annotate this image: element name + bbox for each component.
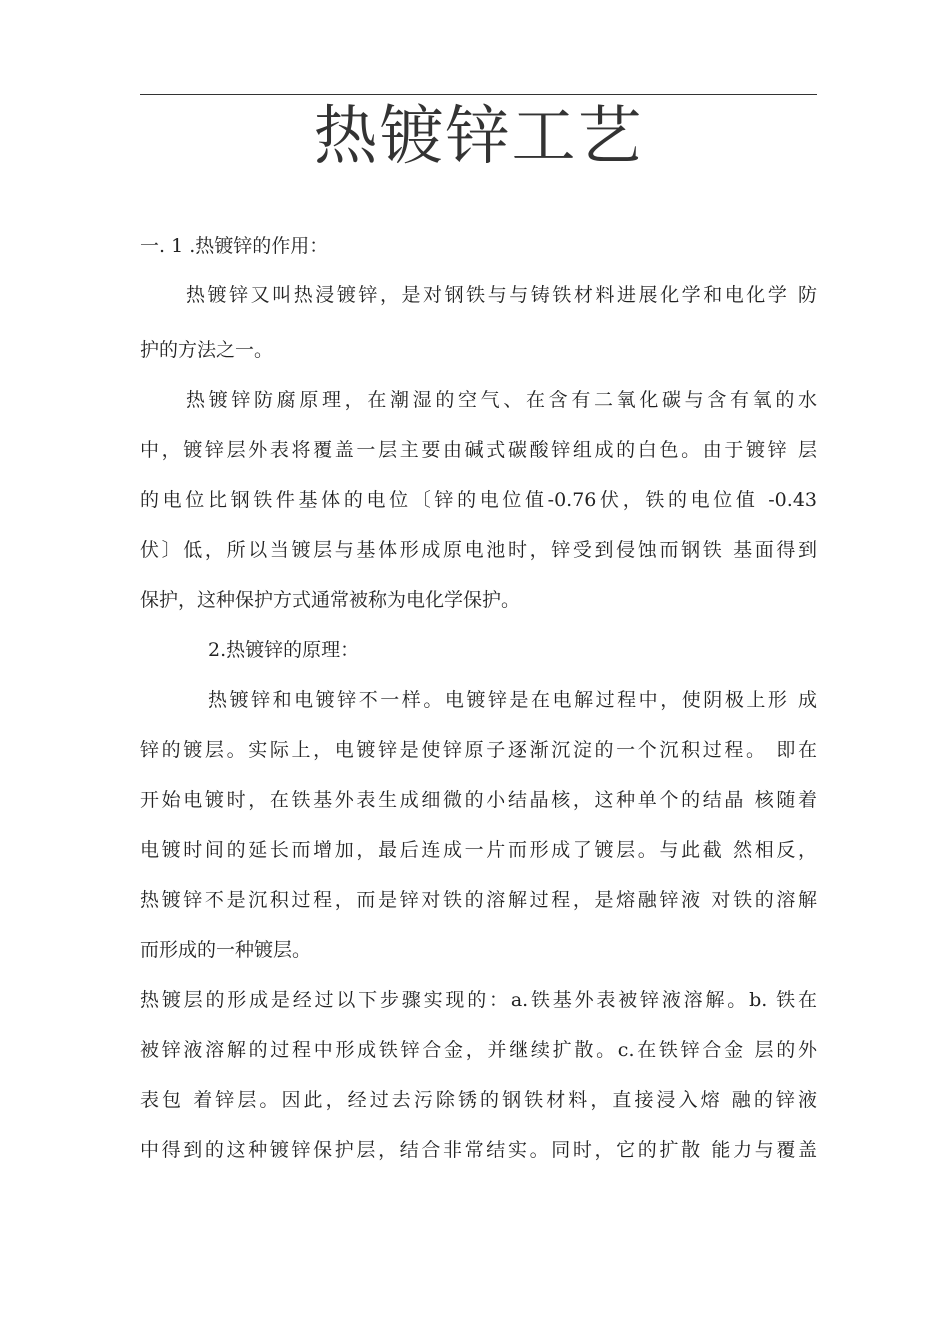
paragraph-1-line-1: 热镀锌又叫热浸镀锌，是对钢铁与与铸铁材料进展化学和电化学 防 [186,284,817,306]
paragraph-4-line-2: 被锌液溶解的过程中形成铁锌合金，并继续扩散。c.在铁锌合金 层的外 [140,1039,817,1061]
paragraph-3-line-2: 锌的镀层。实际上，电镀锌是使锌原子逐渐沉淀的一个沉积过程。 即在 [140,739,817,761]
paragraph-2-line-4: 伏〕低，所以当镀层与基体形成原电池时，锌受到侵蚀而钢铁 基面得到 [140,539,817,561]
paragraph-4-line-1: 热镀层的形成是经过以下步骤实现的：a.铁基外表被锌液溶解。b. 铁在 [140,989,817,1011]
paragraph-4-line-3: 表包 着锌层。因此，经过去污除锈的钢铁材料，直接浸入熔 融的锌液 [140,1089,817,1111]
header-rule [140,94,817,95]
paragraph-3-line-1: 热镀锌和电镀锌不一样。电镀锌是在电解过程中，使阴极上形 成 [208,689,817,711]
paragraph-1-line-2: 护的方法之一。 [140,339,274,361]
paragraph-3-line-6: 而形成的一种镀层。 [140,939,312,961]
section-heading-2: 2.热镀锌的原理： [208,639,360,661]
paragraph-3-line-5: 热镀锌不是沉积过程，而是锌对铁的溶解过程，是熔融锌液 对铁的溶解 [140,889,817,911]
section-heading-1: 一. 1 .热镀锌的作用： [140,235,329,257]
paragraph-3-line-4: 电镀时间的延长而增加，最后连成一片而形成了镀层。与此截 然相反， [140,839,817,861]
document-title: 热镀锌工艺 [313,100,644,174]
paragraph-3-line-3: 开始电镀时，在铁基外表生成细微的小结晶核，这种单个的结晶 核随着 [140,789,817,811]
paragraph-2-line-5: 保护，这种保护方式通常被称为电化学保护。 [140,589,521,611]
paragraph-2-line-1: 热镀锌防腐原理，在潮湿的空气、在含有二氧化碳与含有氧的水 [186,389,817,411]
paragraph-2-line-2: 中，镀锌层外表将覆盖一层主要由碱式碳酸锌组成的白色。由于镀锌 层 [140,439,817,461]
paragraph-2-line-3: 的电位比钢铁件基体的电位〔锌的电位值-0.76伏，铁的电位值 -0.43 [140,489,817,511]
paragraph-4-line-4: 中得到的这种镀锌保护层，结合非常结实。同时，它的扩散 能力与覆盖 [140,1139,817,1161]
